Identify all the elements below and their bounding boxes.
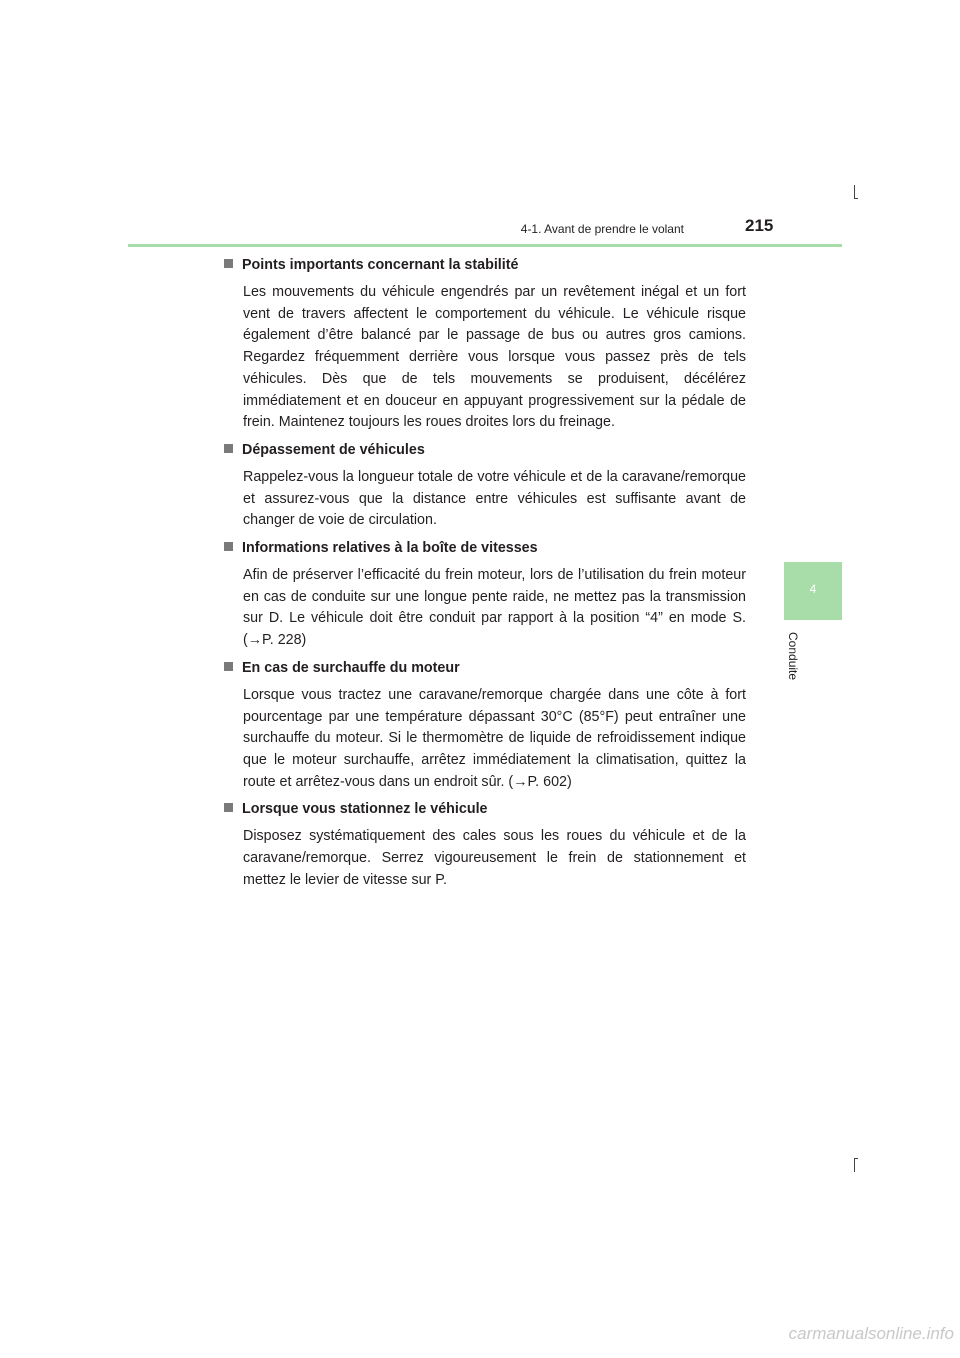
crop-mark-top-tick	[854, 198, 858, 199]
section-body: Rappelez-vous la longueur totale de votre véhicule et de la caravane/remorque et assurez-vous que la distance entre véhicules est suffisante avant de changer de voie de circulation.	[243, 468, 746, 529]
page-number: 215	[745, 216, 774, 235]
bullet-square-icon	[224, 542, 233, 551]
crop-mark-bottom-tick	[854, 1158, 858, 1159]
bullet-square-icon	[224, 662, 233, 671]
section-parking	[224, 798, 746, 891]
watermark	[0, 1324, 960, 1344]
section-body: Afin de préserver l’efficacité du frein moteur, lors de l’utilisation du frein moteur en cas de conduite sur une longue pente raide, ne mettez pas la transmission sur D. Le véhicule doit être conduit par rapport à la position “4” en mode S. (→P. 228)	[243, 567, 746, 649]
chapter-side-label-text: Conduite	[786, 632, 800, 681]
bullet-square-icon	[224, 259, 233, 268]
section-title: Lorsque vous stationnez le véhicule	[224, 798, 746, 820]
chapter-tab-number: 4	[809, 582, 817, 596]
section-title: Informations relatives à la boîte de vitesses	[224, 537, 746, 559]
section-title: Points importants concernant la stabilité	[224, 254, 746, 276]
chapter-title: 4-1. Avant de prendre le volant	[520, 222, 684, 236]
bullet-square-icon	[224, 803, 233, 812]
section-overheating	[224, 657, 746, 794]
section-body: Les mouvements du véhicule engendrés par un revêtement inégal et un fort vent de travers affectent le comportement du véhicule. Le véhicule risque également d’être balancé par le passage de bus ou autres gros camions. Regardez fréquemment derrière vous lorsque vous passez près de tels véhicules. Dès que de tels mouvements se produisent, décélérez immédiatement et en douceur en appuyant progressivement sur la pédale de frein. Maintenez toujours les roues droites lors du freinage.	[243, 284, 746, 431]
section-transmission	[224, 537, 746, 652]
watermark-text: carmanualsonline.info	[788, 1324, 954, 1343]
section-body: Disposez systématiquement des cales sous les roues du véhicule et de la caravane/remorque. Serrez vigoureusement le frein de stationnement et mettez le levier de vitesse sur P.	[243, 828, 746, 888]
section-stability	[224, 254, 746, 434]
crop-mark-bottom	[854, 1158, 855, 1172]
header-rule	[128, 244, 842, 247]
chapter-tab	[784, 562, 842, 620]
page-content	[224, 254, 746, 896]
section-title: Dépassement de véhicules	[224, 439, 746, 461]
chapter-side-label	[782, 632, 802, 692]
section-body: Lorsque vous tractez une caravane/remorque chargée dans une côte à fort pourcentage par une température dépassant 30°C (85°F) peut entraîner une surchauffe du moteur. Si le thermomètre de liquide de refroidissement indique que le moteur surchauffe, arrêtez immédiatement la climatisation, quittez la route et arrêtez-vous dans un endroit sûr. (→P. 602)	[243, 686, 746, 790]
bullet-square-icon	[224, 444, 233, 453]
section-overtaking	[224, 439, 746, 532]
crop-mark-top	[854, 185, 855, 199]
section-title: En cas de surchauffe du moteur	[224, 657, 746, 679]
